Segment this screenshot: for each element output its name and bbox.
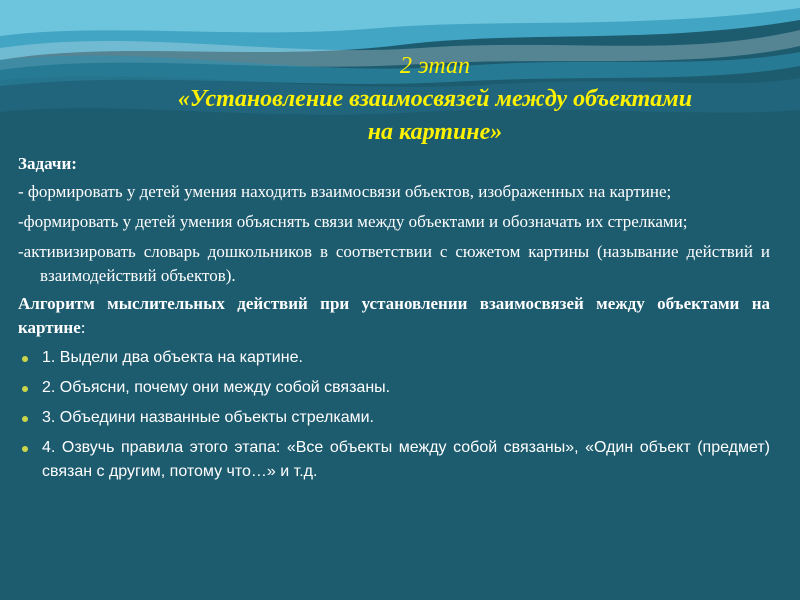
slide-body bbox=[18, 152, 770, 490]
step-text: 3. Объедини названные объекты стрелками. bbox=[42, 409, 374, 426]
task-item: - формировать у детей умения находить взаимосвязи объектов, изображенных на картине; bbox=[18, 182, 672, 201]
bullet-icon bbox=[22, 356, 28, 362]
tasks-heading: Задачи: bbox=[18, 154, 77, 173]
title-main-cont: на картине» bbox=[367, 119, 503, 145]
list-item bbox=[18, 436, 770, 484]
list-item bbox=[18, 376, 770, 400]
list-item bbox=[18, 406, 770, 430]
task-item: -формировать у детей умения объяснять связи между объектами и обозначать их стрелками; bbox=[18, 212, 688, 231]
step-text: 1. Выдели два объекта на картине. bbox=[42, 349, 303, 366]
bullet-icon bbox=[22, 416, 28, 422]
title-main: «Установление взаимосвязей между объектами bbox=[177, 86, 693, 112]
title-stage: 2 этап bbox=[400, 53, 470, 79]
algorithm-steps bbox=[18, 346, 770, 484]
step-text: 4. Озвучь правила этого этапа: «Все объекты между собой связаны», «Один объект (предмет) связан с другим, потому что…» и т.д. bbox=[42, 439, 770, 480]
algorithm-heading bbox=[18, 292, 770, 340]
step-text: 2. Объясни, почему они между собой связаны. bbox=[42, 379, 391, 396]
bullet-icon bbox=[22, 446, 28, 452]
slide-title bbox=[70, 50, 800, 149]
algorithm-heading-text: Алгоритм мыслительных действий при установлении взаимосвязей между объектами на картине bbox=[18, 294, 770, 337]
task-item: -активизировать словарь дошкольников в соответствии с сюжетом картины (называние действий и взаимодействий объектов). bbox=[18, 242, 770, 285]
bullet-icon bbox=[22, 386, 28, 392]
list-item bbox=[18, 346, 770, 370]
algorithm-heading-suffix: : bbox=[80, 318, 86, 337]
